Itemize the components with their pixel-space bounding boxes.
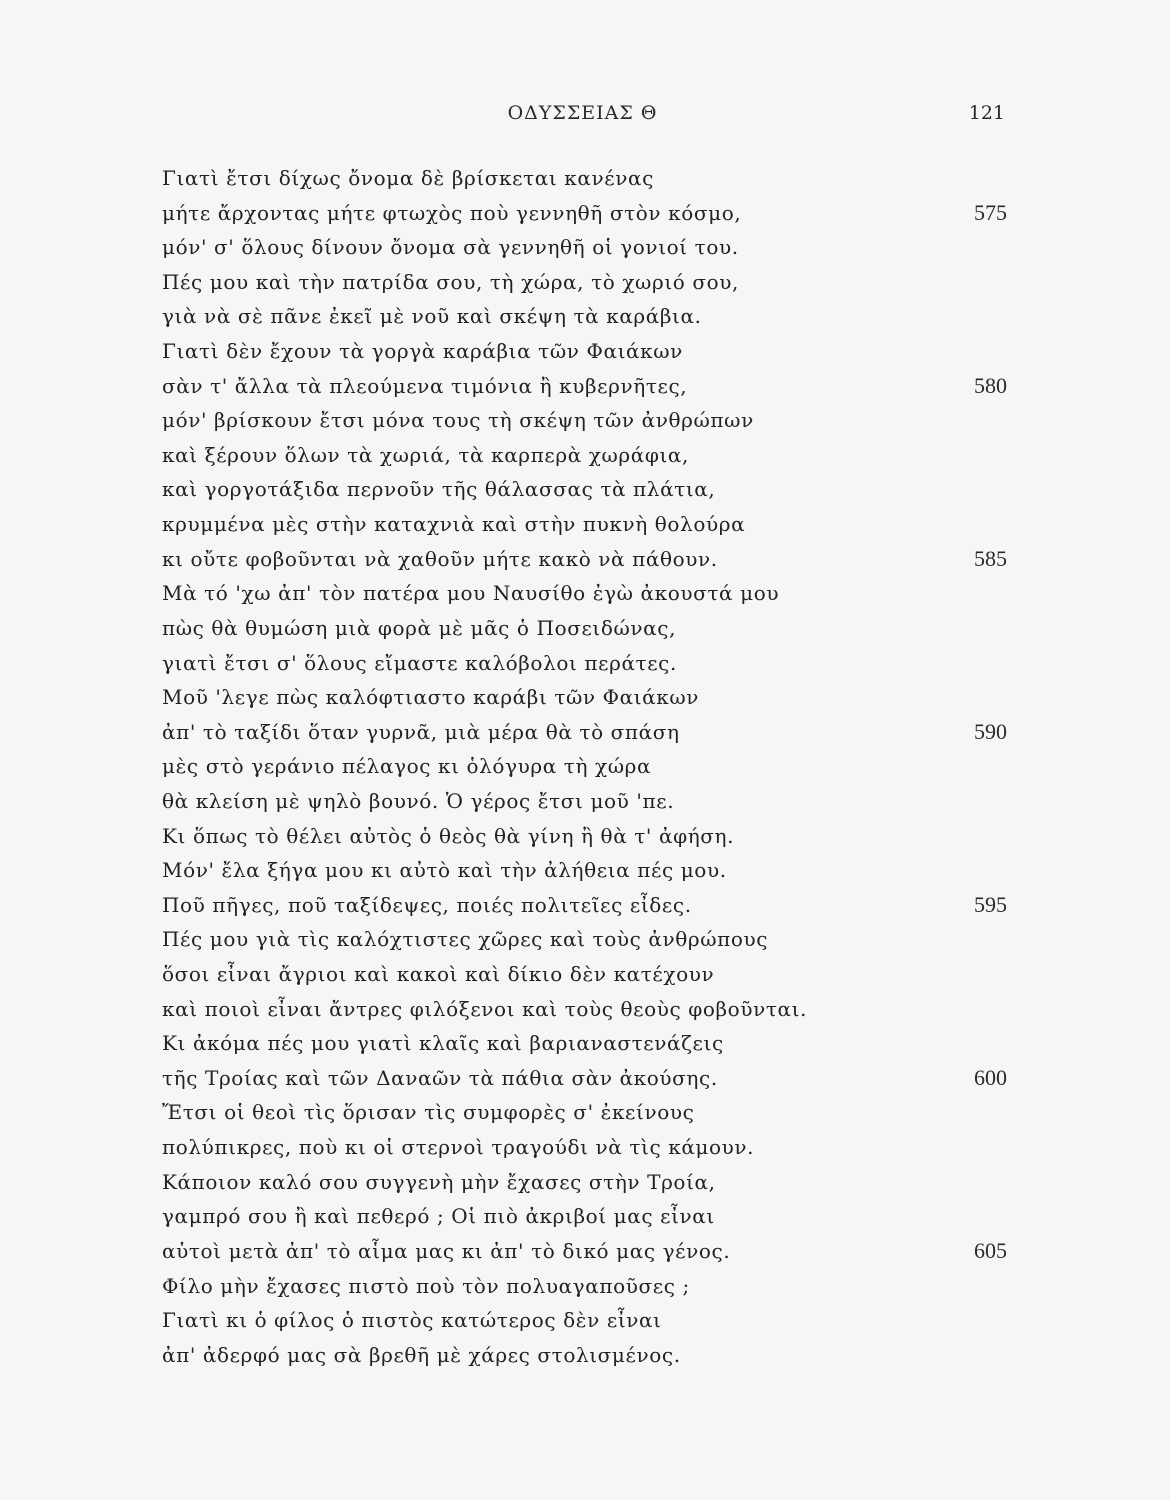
verse-line (162, 299, 1007, 334)
verse-line (162, 1234, 1007, 1269)
line-number: 595 (974, 891, 1007, 917)
verse-text: σὰν τ' ἄλλα τὰ πλεούμενα τιμόνια ἢ κυβερνῆτες, (162, 373, 688, 398)
verse-text: κρυμμένα μὲς στὴν καταχνιὰ καὶ στὴν πυκνὴ θολούρα (162, 512, 746, 537)
verse-line (162, 784, 1007, 819)
verse-line (162, 542, 1007, 577)
verse-line (162, 749, 1007, 784)
verse-line (162, 715, 1007, 750)
verse-text: θὰ κλείση μὲ ψηλὸ βουνό. Ὁ γέρος ἔτσι μοῦ 'πε. (162, 788, 675, 813)
verse-line (162, 1269, 1007, 1304)
verse-text: ἀπ' τὸ ταξίδι ὅταν γυρνᾶ, μιὰ μέρα θὰ τὸ σπάση (162, 719, 680, 744)
verse-text: καὶ ξέρουν ὅλων τὰ χωριά, τὰ καρπερὰ χωράφια, (162, 442, 689, 467)
verse-line (162, 369, 1007, 404)
page-number: 121 (968, 102, 1005, 124)
verse-line (162, 576, 1007, 611)
line-number: 605 (974, 1237, 1007, 1263)
line-number: 580 (974, 372, 1007, 398)
verse-text: τῆς Τροίας καὶ τῶν Δαναῶν τὰ πάθια σὰν ἀκούσης. (162, 1065, 718, 1090)
verse-line (162, 1199, 1007, 1234)
verse-line (162, 1026, 1007, 1061)
verse-line (162, 888, 1007, 923)
verse-text: Κι ἀκόμα πές μου γιατὶ κλαῖς καὶ βαριαναστενάζεις (162, 1031, 724, 1056)
verse-line (162, 403, 1007, 438)
verse-line (162, 1095, 1007, 1130)
verse-line (162, 1338, 1007, 1373)
verse-line (162, 853, 1007, 888)
verse-text: κι οὔτε φοβοῦνται νὰ χαθοῦν μήτε κακὸ νὰ πάθουν. (162, 546, 718, 571)
verse-line (162, 472, 1007, 507)
verse-text: Πές μου γιὰ τὶς καλόχτιστες χῶρες καὶ τοὺς ἀνθρώπους (162, 927, 769, 952)
verse-text: ἀπ' ἀδερφό μας σὰ βρεθῆ μὲ χάρες στολισμένος. (162, 1342, 681, 1367)
verse-text: Μοῦ 'λεγε πὼς καλόφτιαστο καράβι τῶν Φαιάκων (162, 685, 700, 710)
verse-text: καὶ ποιοὶ εἶναι ἄντρες φιλόξενοι καὶ τοὺς θεοὺς φοβοῦνται. (162, 996, 808, 1021)
verse-text: ὅσοι εἶναι ἄγριοι καὶ κακοὶ καὶ δίκιο δὲν κατέχουν (162, 962, 715, 987)
verse-text: Μὰ τό 'χω ἀπ' τὸν πατέρα μου Ναυσίθο ἐγὼ ἀκουστά μου (162, 581, 780, 606)
verse-text: μὲς στὸ γεράνιο πέλαγος κι ὁλόγυρα τὴ χώρα (162, 754, 652, 779)
verse-text: Γιατὶ κι ὁ φίλος ὁ πιστὸς κατώτερος δὲν εἶναι (162, 1308, 662, 1333)
verse-line (162, 957, 1007, 992)
verse-text: πολύπικρες, ποὺ κι οἱ στερνοὶ τραγούδι νὰ τὶς κάμουν. (162, 1135, 755, 1160)
verse-line (162, 334, 1007, 369)
verse-text: Κι ὅπως τὸ θέλει αὐτὸς ὁ θεὸς θὰ γίνη ἢ θὰ τ' ἀφήση. (162, 823, 735, 848)
verse-line (162, 1165, 1007, 1200)
verse-line (162, 680, 1007, 715)
verse-text: καὶ γοργοτάξιδα περνοῦν τῆς θάλασσας τὰ πλάτια, (162, 477, 716, 502)
verse-text: γιατὶ ἔτσι σ' ὅλους εἴμαστε καλόβολοι περάτες. (162, 650, 677, 675)
verse-line (162, 1061, 1007, 1096)
running-head (160, 102, 1005, 132)
verse-text: γιὰ νὰ σὲ πᾶνε ἐκεῖ μὲ νοῦ καὶ σκέψη τὰ καράβια. (162, 304, 702, 329)
verse-text: Φίλο μὴν ἔχασες πιστὸ ποὺ τὸν πολυαγαποῦσες ; (162, 1273, 690, 1298)
poem-text (162, 161, 1007, 1372)
verse-line (162, 992, 1007, 1027)
verse-text: Ποῦ πῆγες, ποῦ ταξίδεψες, ποιές πολιτεῖες εἶδες. (162, 892, 692, 917)
verse-text: αὐτοὶ μετὰ ἀπ' τὸ αἷμα μας κι ἀπ' τὸ δικό μας γένος. (162, 1238, 731, 1263)
verse-text: Γιατὶ ἔτσι δίχως ὄνομα δὲ βρίσκεται κανένας (162, 166, 654, 190)
verse-text: Μόν' ἔλα ξήγα μου κι αὐτὸ καὶ τὴν ἀλήθεια πές μου. (162, 858, 727, 883)
verse-line (162, 922, 1007, 957)
verse-text: Κάποιον καλό σου συγγενὴ μὴν ἔχασες στὴν Τροία, (162, 1169, 716, 1194)
line-number: 575 (974, 199, 1007, 225)
verse-line (162, 507, 1007, 542)
verse-text: μήτε ἄρχοντας μήτε φτωχὸς ποὺ γεννηθῆ στὸν κόσμο, (162, 200, 742, 225)
verse-line (162, 1303, 1007, 1338)
line-number: 585 (974, 545, 1007, 571)
line-number: 590 (974, 718, 1007, 744)
verse-line (162, 646, 1007, 681)
verse-line (162, 438, 1007, 473)
verse-line (162, 1130, 1007, 1165)
verse-text: Γιατὶ δὲν ἔχουν τὰ γοργὰ καράβια τῶν Φαιάκων (162, 339, 683, 364)
verse-line (162, 611, 1007, 646)
verse-line (162, 265, 1007, 300)
verse-line (162, 230, 1007, 265)
running-title: ΟΔΥΣΣΕΙΑΣ Θ (507, 102, 658, 124)
verse-line (162, 196, 1007, 231)
verse-line (162, 161, 1007, 196)
verse-text: γαμπρό σου ἢ καὶ πεθερό ; Οἱ πιὸ ἀκριβοί μας εἶναι (162, 1204, 715, 1229)
verse-text: μόν' βρίσκουν ἔτσι μόνα τους τὴ σκέψη τῶν ἀνθρώπων (162, 408, 754, 433)
verse-text: Πές μου καὶ τὴν πατρίδα σου, τὴ χώρα, τὸ χωριό σου, (162, 269, 739, 294)
verse-text: πὼς θὰ θυμώση μιὰ φορὰ μὲ μᾶς ὁ Ποσειδώνας, (162, 615, 677, 640)
line-number: 600 (974, 1064, 1007, 1090)
verse-line (162, 819, 1007, 854)
verse-text: Ἔτσι οἱ θεοὶ τὶς ὅρισαν τὶς συμφορὲς σ' ἐκείνους (162, 1100, 695, 1125)
verse-text: μόν' σ' ὅλους δίνουν ὄνομα σὰ γεννηθῆ οἱ γονιοί του. (162, 235, 739, 260)
